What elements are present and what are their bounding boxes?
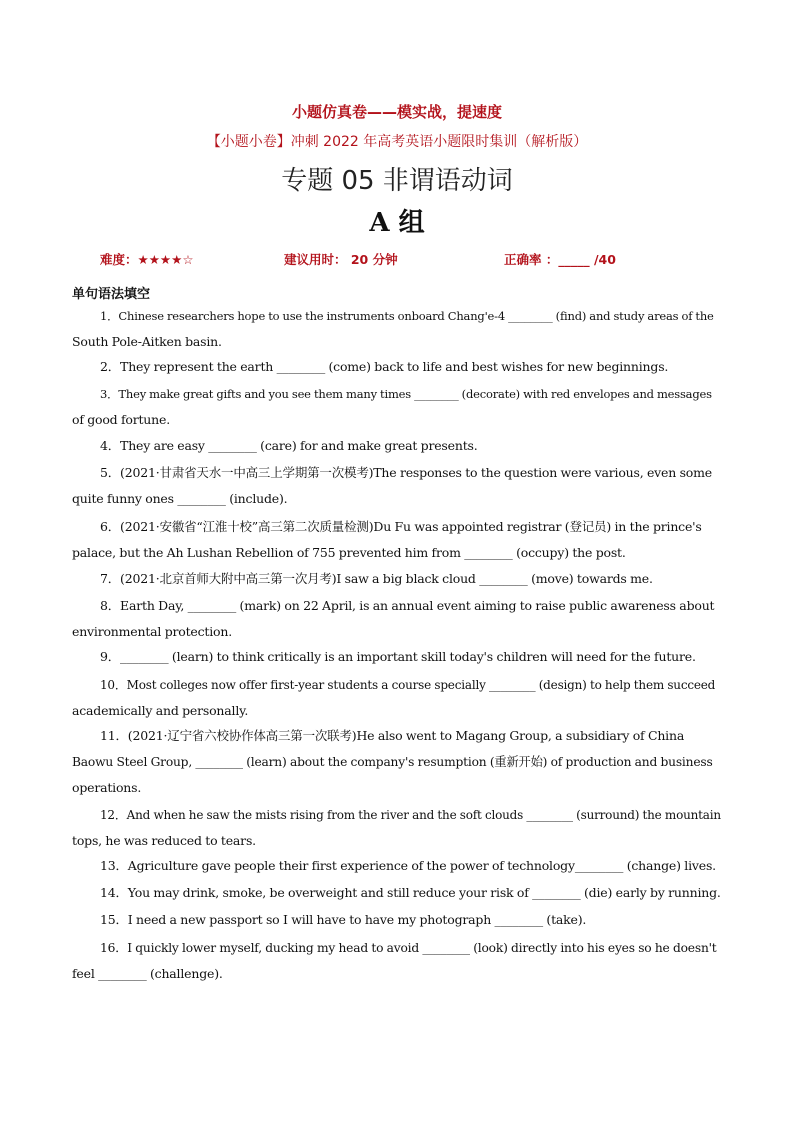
paper-subtitle: 【小题小卷】冲刺 2022 年高考英语小题限时集训（解析版）: [206, 134, 588, 150]
question-line: operations.: [72, 780, 142, 795]
question-10: [72, 672, 722, 724]
question-line: 6．(2021·安徽省“江淮十校”高三第二次质量检测)Du Fu was appointed registrar (登记员) in the prince's: [100, 519, 702, 534]
question-6: [72, 514, 722, 566]
meta-row: [100, 250, 660, 270]
question-line: academically and personally.: [72, 703, 249, 718]
section-title: 单句语法填空: [72, 287, 151, 302]
suggested-time-label: 建议用时： 20 分钟: [284, 252, 398, 267]
question-9: [72, 644, 722, 670]
question-line: palace, but the Ah Lushan Rebellion of 755 prevented him from ________ (occupy) the post.: [72, 545, 626, 560]
question-line: 12．And when he saw the mists rising from the river and the soft clouds ________ (surround) the mountain: [100, 808, 721, 822]
question-line: 14．You may drink, smoke, be overweight and still reduce your risk of ________ (die) early by running.: [100, 885, 721, 900]
question-line: 5．(2021·甘肃省天水一中高三上学期第一次模考)The responses to the question were various, even some: [100, 465, 712, 480]
question-line: 15．I need a new passport so I will have to have my photograph ________ (take).: [100, 912, 587, 927]
question-line: 16．I quickly lower myself, ducking my head to avoid ________ (look) directly into his eyes so he doesn't: [100, 941, 717, 955]
question-2: [72, 354, 722, 380]
question-11: [72, 723, 722, 801]
question-line: Baowu Steel Group, ________ (learn) about the company's resumption (重新开始) of production and business: [72, 755, 713, 769]
question-line: 3．They make great gifts and you see them many times ________ (decorate) with red envelopes and messages: [100, 387, 712, 401]
question-line: 10．Most colleges now offer first-year students a course specially ________ (design) to help them succeed: [100, 678, 716, 692]
question-1: [72, 303, 722, 355]
group-label: A 组: [369, 208, 425, 238]
question-line: tops, he was reduced to tears.: [72, 833, 256, 848]
question-line: quite funny ones ________ (include).: [72, 491, 288, 506]
question-3: [72, 381, 722, 433]
question-12: [72, 802, 722, 854]
accuracy-label: 正确率 ：_____ /40: [504, 252, 616, 267]
question-line: 7．(2021·北京首师大附中高三第一次月考)I saw a big black cloud ________ (move) towards me.: [100, 571, 653, 586]
question-line: 11．(2021·辽宁省六校协作体高三第一次联考)He also went to Magang Group, a subsidiary of China: [100, 728, 685, 743]
question-line: 1．Chinese researchers hope to use the instruments onboard Chang'e-4 ________ (find) and study areas of the: [100, 309, 714, 323]
question-line: 9．________ (learn) to think critically is an important skill today's children will need for the future.: [100, 649, 696, 664]
question-4: [72, 433, 722, 459]
question-13: [72, 853, 722, 879]
question-14: [72, 880, 722, 906]
question-8: [72, 593, 722, 645]
question-line: 8．Earth Day, ________ (mark) on 22 April, is an annual event aiming to raise public awareness about: [100, 598, 715, 613]
question-line: 2．They represent the earth ________ (come) back to life and best wishes for new beginnings.: [100, 359, 669, 374]
difficulty-label: 难度：★★★★☆: [100, 252, 194, 267]
question-line: environmental protection.: [72, 624, 233, 639]
question-16: [72, 935, 722, 987]
topic-title: 专题 05 非谓语动词: [281, 166, 513, 196]
question-line: feel ________ (challenge).: [72, 966, 223, 981]
question-5: [72, 460, 722, 512]
question-line: of good fortune.: [72, 412, 170, 427]
question-15: [72, 907, 722, 933]
question-line: South Pole-Aitken basin.: [72, 334, 222, 349]
question-7: [72, 566, 722, 592]
question-line: 4．They are easy ________ (care) for and make great presents.: [100, 438, 478, 453]
banner-heading: 小题仿真卷——模实战，提速度: [291, 103, 502, 121]
question-line: 13．Agriculture gave people their first experience of the power of technology________ (change) lives.: [100, 858, 716, 873]
